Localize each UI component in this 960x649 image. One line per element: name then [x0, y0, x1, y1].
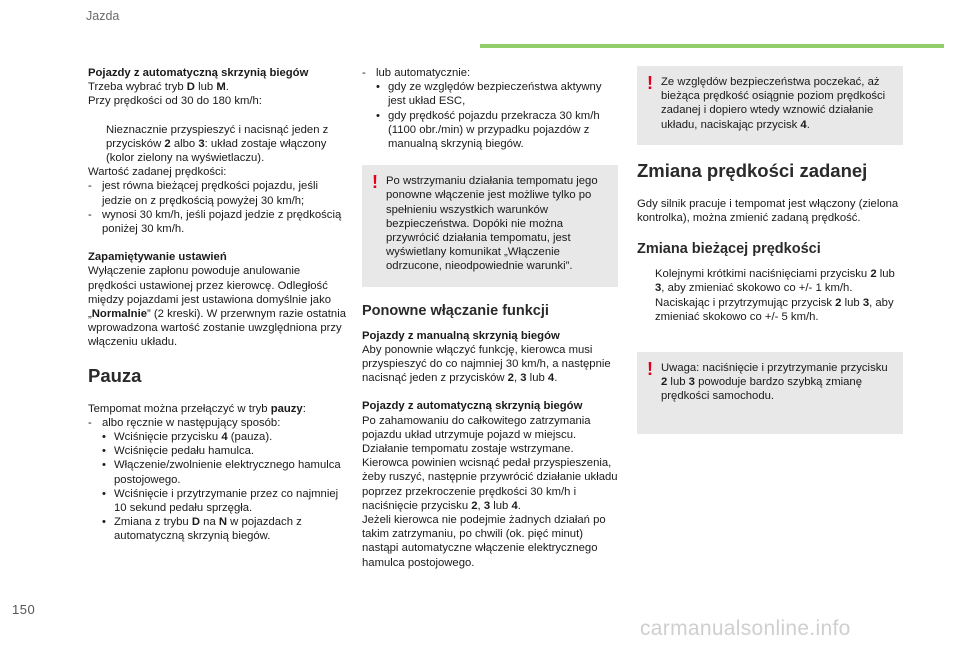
change-speed-title: Zmiana prędkości zadanej [637, 159, 868, 181]
section-header: Jazda [86, 9, 120, 23]
checkbox-icon [88, 123, 106, 166]
dash-marker: - [362, 67, 366, 79]
dot-marker: • [102, 459, 106, 472]
auto-heading: Pojazdy z automatyczną skrzynią biegów [362, 400, 583, 413]
dot-marker: • [102, 445, 106, 458]
checkbox-icon [637, 267, 655, 295]
dot-marker: • [102, 516, 106, 529]
dash-marker: - [88, 208, 92, 221]
dot-marker: • [102, 431, 106, 444]
auto-text: Po zahamowaniu do całkowitego zatrzymania pojazdu układ utrzymuje pojazd w miejscu. Działanie tempomatu zostaje wstrzymane. Kierowca powinien wcisnąć pedał przyspieszenia, żeby ruszyć, następnie przywrócić działanie układu poprzez przekroczenie prędkości 30 km/h i naciśnięcie przycisku 2, 3 lub 4. [362, 414, 618, 512]
warning-box [362, 165, 618, 286]
dot-marker: • [102, 487, 106, 500]
auto-text-2: Jeżeli kierowca nie podejmie żadnych działań po takim zatrzymaniu, po chwili (ok. pięć minut) nastąpi automatyczne włączenie elektrycznego hamulca postojowego. [362, 514, 606, 569]
watermark: carmanualsonline.info [640, 617, 851, 640]
warning-icon: ! [647, 73, 653, 93]
column-2 [362, 66, 618, 570]
warning-text: Uwaga: naciśnięcie i przytrzymanie przycisku 2 lub 3 powoduje bardzo szybką zmianę prędkości samochodu. [661, 362, 888, 403]
page-number: 150 [12, 602, 36, 617]
warning-icon: ! [372, 172, 378, 193]
memory-text: Wyłączenie zapłonu powoduje anulowanie prędkości ustawionej przez kierowcę. Odległość między pojazdami jest ustawiona domyślnie jako „Normalnie” (2 kreski). W przerwnym razie ostatnia wprowadzona wartość zostanie uwzględniona przy włączeniu układu. [88, 265, 347, 349]
reenable-title: Ponowne włączanie funkcji [362, 302, 549, 319]
auto-text-2: Przy prędkości od 30 do 180 km/h: [88, 95, 262, 108]
list-item: - lub automatycznie: [362, 67, 471, 79]
list-item: • Wciśnięcie i przytrzymanie przez co najmniej 10 sekund pedału sprzęgła. [102, 487, 339, 515]
list-item: • Wciśnięcie przycisku 4 (pauza). [102, 431, 273, 444]
column-1 [88, 66, 350, 544]
list-item: Naciskając i przytrzymując przycisk 2 lub 3, aby zmieniać skokowo co +/- 5 km/h. [637, 296, 903, 324]
list-item: - albo ręcznie w następujący sposób: [88, 416, 281, 429]
list-item: • gdy ze względów bezpieczeństwa aktywny jest układ ESC, [376, 81, 602, 108]
list-item: Nieznacznie przyspieszyć i nacisnąć jeden z przycisków 2 albo 3: układ zostaje włączony (kolor zielony na wyświetlaczu). [88, 123, 350, 166]
warning-text: Po wstrzymaniu działania tempomatu jego ponowne włączenie jest możliwe tylko po spełnieniu wszystkich warunków bezpieczeństwa. Dopóki nie można przywrócić działania tempomatu, jest wyświetlany komunikat „Włączenie odrzucone, nieodpowiednie warunki”. [386, 175, 598, 273]
dash-marker: - [88, 416, 92, 429]
column-3 [637, 66, 903, 434]
warning-icon: ! [647, 359, 653, 380]
memory-heading: Zapamiętywanie ustawień [88, 251, 227, 264]
manual-text: Aby ponownie włączyć funkcję, kierowca musi przyspieszyć do co najmniej 30 km/h, a następnie nacisnąć jeden z przycisków 2, 3 lub 4. [362, 343, 611, 385]
checkbox-icon [637, 296, 655, 324]
list-item: • Wciśnięcie pedału hamulca. [102, 445, 255, 458]
auto-text-1: Trzeba wybrać tryb D lub M. [88, 81, 229, 94]
change-speed-text: Gdy silnik pracuje i tempomat jest włączony (zielona kontrolka), można zmienić zadaną prędkość. [637, 197, 899, 225]
pause-title: Pauza [88, 364, 142, 386]
current-speed-title: Zmiana bieżącej prędkości [637, 241, 821, 258]
target-speed-label: Wartość zadanej prędkości: [88, 166, 227, 179]
manual-heading: Pojazdy z manualną skrzynią biegów [362, 329, 560, 342]
dot-marker: • [376, 109, 380, 122]
list-item: • Zmiana z trybu D na N w pojazdach z automatyczną skrzynią biegów. [102, 516, 302, 543]
dash-marker: - [88, 180, 92, 193]
list-item: Kolejnymi krótkimi naciśnięciami przycisku 2 lub 3, aby zmieniać skokowo co +/- 1 km/h. [637, 267, 903, 295]
list-item: - wynosi 30 km/h, jeśli pojazd jedzie z prędkością poniżej 30 km/h. [88, 208, 342, 236]
warning-box [637, 352, 903, 434]
header-accent-bar [480, 44, 944, 48]
list-item: - jest równa bieżącej prędkości pojazdu, jeśli jedzie on z prędkością powyżej 30 km/h; [88, 180, 319, 207]
warning-text: Ze względów bezpieczeństwa poczekać, aż bieżąca prędkość osiągnie poziom prędkości zadanej i dopiero wtedy wznowić działanie układu, naciskając przycisk 4. [661, 76, 886, 131]
list-item: • gdy prędkość pojazdu przekracza 30 km/h (1100 obr./min) w przypadku pojazdów z manualną skrzynią biegów. [376, 109, 600, 151]
warning-box [637, 66, 903, 145]
auto-heading: Pojazdy z automatyczną skrzynią biegów [88, 67, 309, 79]
dot-marker: • [376, 81, 380, 94]
pause-intro: Tempomat można przełączyć w tryb pauzy: [88, 402, 306, 415]
list-item: • Włączenie/zwolnienie elektrycznego hamulca postojowego. [102, 459, 341, 486]
